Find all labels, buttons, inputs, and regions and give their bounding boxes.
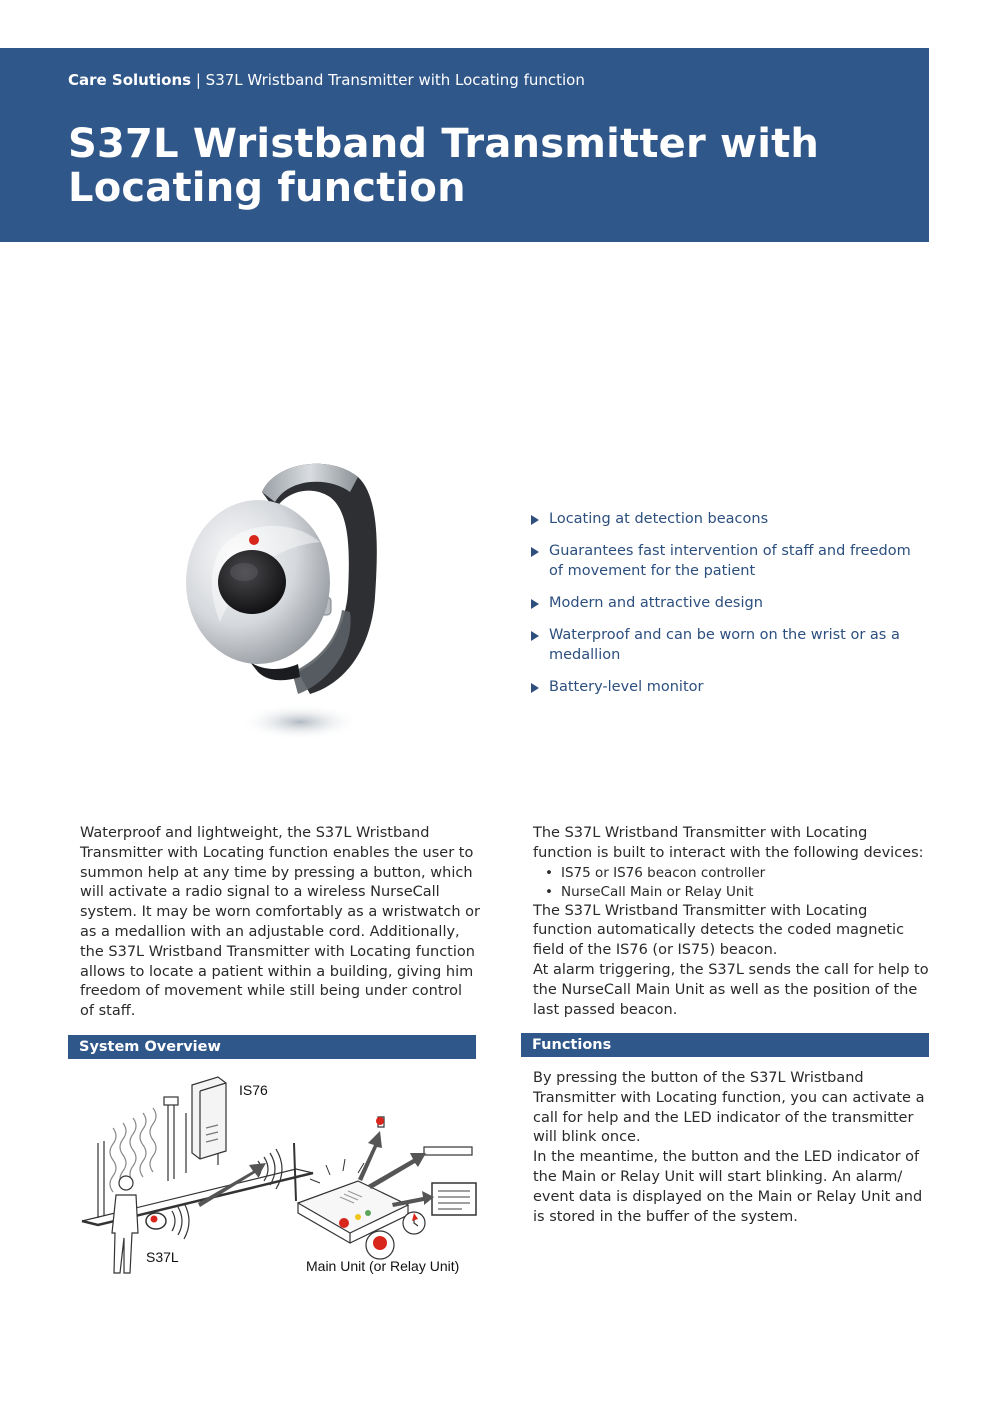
system-overview-diagram (68, 1073, 480, 1283)
devices-detect: The S37L Wristband Transmitter with Locating function automatically detects the coded magnetic field of the IS76 (or IS75) beacon. (533, 902, 905, 959)
intro-paragraph: Waterproof and lightweight, the S37L Wristband Transmitter with Locating function enables the user to summon help at any time by pressing a button, which will activate a radio signal to a wireless NurseCall system. It may be worn comfortably as a wristwatch or as a medallion with an adjustable cord. Additionally, the S37L Wristband Transmitter with Locating function allows to locate a patient within a building, giving him freedom of movement while still being under control of staff. (80, 825, 480, 1020)
section-functions: Functions (521, 1033, 929, 1057)
led-indicator (249, 535, 259, 545)
triangle-bullet-icon (531, 599, 539, 609)
devices-alarm: At alarm triggering, the S37L sends the call for help to the NurseCall Main Unit as well as the position of the last passed beacon. (533, 961, 929, 1018)
triangle-bullet-icon (531, 631, 539, 641)
breadcrumb (68, 71, 585, 89)
triangle-bullet-icon (531, 547, 539, 557)
diagram-label-beacon: IS76 (239, 1082, 268, 1098)
breadcrumb-brand: Care Solutions (68, 71, 192, 89)
functions-block (533, 1069, 929, 1227)
devices-lead: The S37L Wristband Transmitter with Locating function is built to interact with the following devices: (533, 825, 924, 861)
feature-item: Battery-level monitor (531, 677, 929, 697)
device-item: • IS75 or IS76 beacon controller (545, 864, 766, 881)
wristband-photo (180, 432, 400, 752)
device-item: • NurseCall Main or Relay Unit (545, 883, 754, 900)
section-system-overview: System Overview (68, 1035, 476, 1059)
breadcrumb-product: S37L Wristband Transmitter with Locating function (205, 71, 585, 89)
page-title: S37L Wristband Transmitter with Locating function (68, 121, 820, 211)
functions-p2: In the meantime, the button and the LED indicator of the Main or Relay Unit will start blinking. An alarm/ event data is displayed on the Main or Relay Unit and is stored in the buffer of the system. (533, 1149, 923, 1225)
feature-item: Guarantees fast intervention of staff and freedom of movement for the patient (531, 541, 929, 581)
functions-p1: By pressing the button of the S37L Wristband Transmitter with Locating function, you can activate a call for help and the LED indicator of the transmitter will blink once. (533, 1070, 925, 1146)
devices-block (533, 824, 929, 1020)
feature-list (531, 509, 929, 709)
feature-item: Locating at detection beacons (531, 509, 929, 529)
feature-item: Waterproof and can be worn on the wrist or as a medallion (531, 625, 929, 665)
triangle-bullet-icon (531, 515, 539, 525)
diagram-label-main-unit: Main Unit (or Relay Unit) (306, 1258, 460, 1274)
devices-list (533, 864, 929, 902)
triangle-bullet-icon (531, 683, 539, 693)
bullet-dot-icon: • (545, 883, 553, 900)
breadcrumb-separator: | (191, 71, 206, 89)
bullet-dot-icon: • (545, 864, 553, 881)
diagram-label-transmitter: S37L (146, 1249, 179, 1265)
feature-item: Modern and attractive design (531, 593, 929, 613)
